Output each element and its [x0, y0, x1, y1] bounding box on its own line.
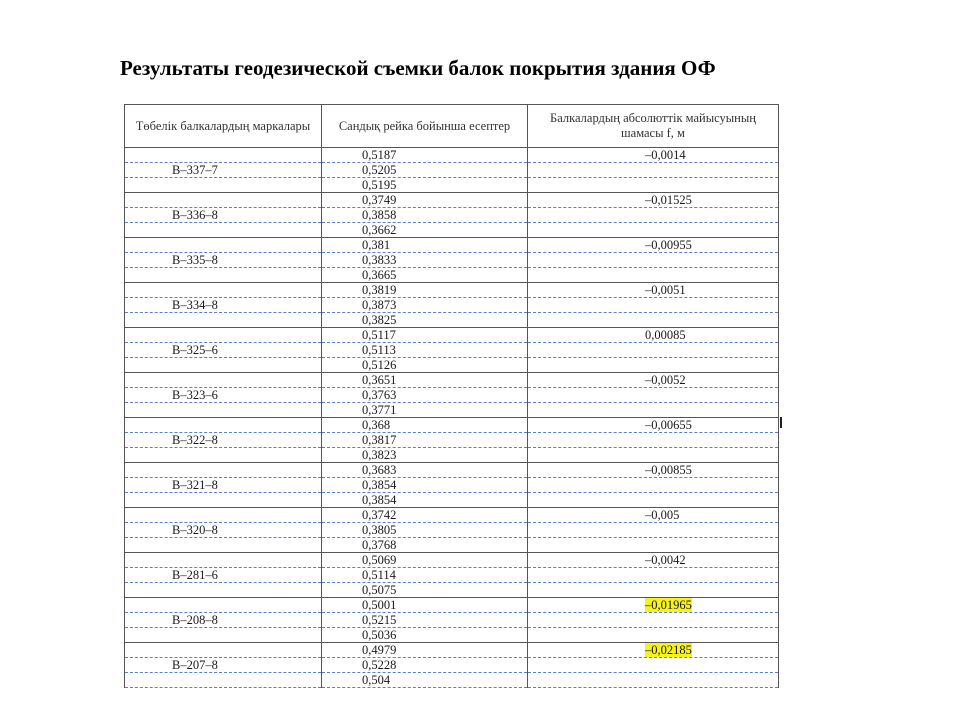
beam-mark-cell: [125, 538, 322, 553]
results-table-container: [124, 104, 778, 687]
table-row: [125, 388, 779, 403]
beam-mark-cell: В–337–7: [125, 163, 322, 178]
table-row: [125, 193, 779, 208]
reading-cell: 0,3833: [322, 253, 528, 268]
deflection-value: –0,005: [645, 508, 680, 522]
deflection-cell: [528, 148, 779, 163]
reading-cell: 0,3854: [322, 493, 528, 508]
reading-cell: 0,5114: [322, 568, 528, 583]
beam-mark-cell: [125, 403, 322, 418]
table-row: [125, 673, 779, 688]
deflection-cell: [528, 313, 779, 328]
beam-mark-cell: [125, 268, 322, 283]
deflection-cell: [528, 418, 779, 433]
deflection-cell: [528, 493, 779, 508]
deflection-cell: [528, 253, 779, 268]
deflection-cell: [528, 388, 779, 403]
reading-cell: 0,5228: [322, 658, 528, 673]
reading-cell: 0,5113: [322, 343, 528, 358]
table-row: [125, 598, 779, 613]
beam-mark-cell: [125, 193, 322, 208]
deflection-value: –0,00855: [645, 463, 692, 477]
deflection-value: –0,00955: [645, 238, 692, 252]
beam-mark-cell: [125, 148, 322, 163]
table-row: [125, 148, 779, 163]
beam-mark-cell: В–281–6: [125, 568, 322, 583]
reading-cell: 0,3817: [322, 433, 528, 448]
beam-mark-cell: В–322–8: [125, 433, 322, 448]
deflection-value: –0,00655: [645, 418, 692, 432]
deflection-cell: [528, 613, 779, 628]
beam-mark-cell: [125, 553, 322, 568]
beam-mark-cell: [125, 178, 322, 193]
beam-mark-cell: [125, 373, 322, 388]
deflection-cell: [528, 223, 779, 238]
reading-cell: 0,368: [322, 418, 528, 433]
reading-cell: 0,5036: [322, 628, 528, 643]
beam-mark-cell: [125, 223, 322, 238]
deflection-cell: [528, 508, 779, 523]
beam-mark-cell: В–323–6: [125, 388, 322, 403]
table-row: [125, 313, 779, 328]
beam-mark-cell: [125, 673, 322, 688]
table-row: [125, 163, 779, 178]
deflection-cell: [528, 658, 779, 673]
deflection-cell: [528, 403, 779, 418]
beam-mark-cell: В–325–6: [125, 343, 322, 358]
beam-mark-cell: [125, 418, 322, 433]
table-row: [125, 238, 779, 253]
header-deflection: Балкалардың абсолюттік майысуының шамасы f, м: [528, 105, 779, 148]
deflection-value: –0,0042: [645, 553, 686, 567]
beam-mark-cell: В–335–8: [125, 253, 322, 268]
reading-cell: 0,3858: [322, 208, 528, 223]
deflection-cell: [528, 373, 779, 388]
table-row: [125, 298, 779, 313]
deflection-cell: [528, 178, 779, 193]
deflection-cell: [528, 538, 779, 553]
deflection-cell: [528, 568, 779, 583]
table-row: [125, 643, 779, 658]
deflection-cell: [528, 628, 779, 643]
deflection-cell: [528, 328, 779, 343]
beam-mark-cell: [125, 238, 322, 253]
deflection-cell: [528, 448, 779, 463]
beam-mark-cell: [125, 508, 322, 523]
deflection-value: 0,00085: [645, 328, 686, 342]
reading-cell: 0,3805: [322, 523, 528, 538]
beam-mark-cell: В–321–8: [125, 478, 322, 493]
table-row: [125, 253, 779, 268]
table-row: [125, 448, 779, 463]
table-body: [125, 148, 779, 688]
deflection-cell: [528, 193, 779, 208]
deflection-cell: [528, 358, 779, 373]
table-header-row: [125, 105, 779, 148]
deflection-cell: [528, 673, 779, 688]
text-cursor-mark: [780, 417, 782, 428]
reading-cell: 0,5195: [322, 178, 528, 193]
reading-cell: 0,3662: [322, 223, 528, 238]
table-row: [125, 658, 779, 673]
deflection-value: –0,01525: [645, 193, 692, 207]
table-row: [125, 493, 779, 508]
table-row: [125, 538, 779, 553]
beam-mark-cell: [125, 328, 322, 343]
beam-mark-cell: [125, 583, 322, 598]
reading-cell: 0,381: [322, 238, 528, 253]
deflection-value: –0,0051: [645, 283, 686, 297]
deflection-cell: [528, 283, 779, 298]
deflection-cell: [528, 238, 779, 253]
deflection-value: –0,0014: [645, 148, 686, 162]
table-row: [125, 208, 779, 223]
reading-cell: 0,3665: [322, 268, 528, 283]
beam-mark-cell: [125, 628, 322, 643]
deflection-cell: [528, 298, 779, 313]
table-row: [125, 178, 779, 193]
deflection-cell: [528, 583, 779, 598]
table-row: [125, 358, 779, 373]
header-readings: Сандық рейка бойынша есептер: [322, 105, 528, 148]
table-row: [125, 403, 779, 418]
reading-cell: 0,3825: [322, 313, 528, 328]
deflection-cell: [528, 478, 779, 493]
table-row: [125, 433, 779, 448]
reading-cell: 0,3873: [322, 298, 528, 313]
deflection-cell: [528, 163, 779, 178]
reading-cell: 0,5001: [322, 598, 528, 613]
deflection-value: –0,02185: [645, 643, 692, 657]
table-row: [125, 418, 779, 433]
table-row: [125, 478, 779, 493]
deflection-cell: [528, 343, 779, 358]
reading-cell: 0,5075: [322, 583, 528, 598]
table-row: [125, 283, 779, 298]
reading-cell: 0,3854: [322, 478, 528, 493]
reading-cell: 0,3768: [322, 538, 528, 553]
page-title: Результаты геодезической съемки балок покрытия здания ОФ: [120, 56, 716, 80]
deflection-cell: [528, 598, 779, 613]
reading-cell: 0,3749: [322, 193, 528, 208]
reading-cell: 0,3763: [322, 388, 528, 403]
reading-cell: 0,5187: [322, 148, 528, 163]
table-row: [125, 523, 779, 538]
table-row: [125, 568, 779, 583]
table-row: [125, 463, 779, 478]
reading-cell: 0,5117: [322, 328, 528, 343]
beam-mark-cell: [125, 643, 322, 658]
table-row: [125, 328, 779, 343]
beam-mark-cell: В–320–8: [125, 523, 322, 538]
table-row: [125, 268, 779, 283]
reading-cell: 0,504: [322, 673, 528, 688]
table-row: [125, 583, 779, 598]
beam-mark-cell: [125, 463, 322, 478]
beam-mark-cell: В–208–8: [125, 613, 322, 628]
table-row: [125, 553, 779, 568]
table-row: [125, 223, 779, 238]
reading-cell: 0,3683: [322, 463, 528, 478]
deflection-value: –0,0052: [645, 373, 686, 387]
table-row: [125, 508, 779, 523]
deflection-cell: [528, 433, 779, 448]
deflection-cell: [528, 463, 779, 478]
reading-cell: 0,5069: [322, 553, 528, 568]
reading-cell: 0,3742: [322, 508, 528, 523]
deflection-cell: [528, 523, 779, 538]
deflection-value: –0,01965: [645, 598, 692, 612]
reading-cell: 0,3819: [322, 283, 528, 298]
reading-cell: 0,4979: [322, 643, 528, 658]
beam-mark-cell: В–334–8: [125, 298, 322, 313]
results-table: [124, 104, 779, 688]
beam-mark-cell: [125, 313, 322, 328]
reading-cell: 0,3651: [322, 373, 528, 388]
header-mark: Төбелік балкалардың маркалары: [125, 105, 322, 148]
beam-mark-cell: В–336–8: [125, 208, 322, 223]
deflection-cell: [528, 208, 779, 223]
reading-cell: 0,5126: [322, 358, 528, 373]
reading-cell: 0,3823: [322, 448, 528, 463]
beam-mark-cell: [125, 358, 322, 373]
reading-cell: 0,5215: [322, 613, 528, 628]
beam-mark-cell: [125, 283, 322, 298]
beam-mark-cell: [125, 493, 322, 508]
deflection-cell: [528, 553, 779, 568]
reading-cell: 0,5205: [322, 163, 528, 178]
deflection-cell: [528, 268, 779, 283]
table-row: [125, 343, 779, 358]
reading-cell: 0,3771: [322, 403, 528, 418]
deflection-cell: [528, 643, 779, 658]
beam-mark-cell: В–207–8: [125, 658, 322, 673]
table-row: [125, 613, 779, 628]
table-row: [125, 373, 779, 388]
table-row: [125, 628, 779, 643]
beam-mark-cell: [125, 598, 322, 613]
beam-mark-cell: [125, 448, 322, 463]
